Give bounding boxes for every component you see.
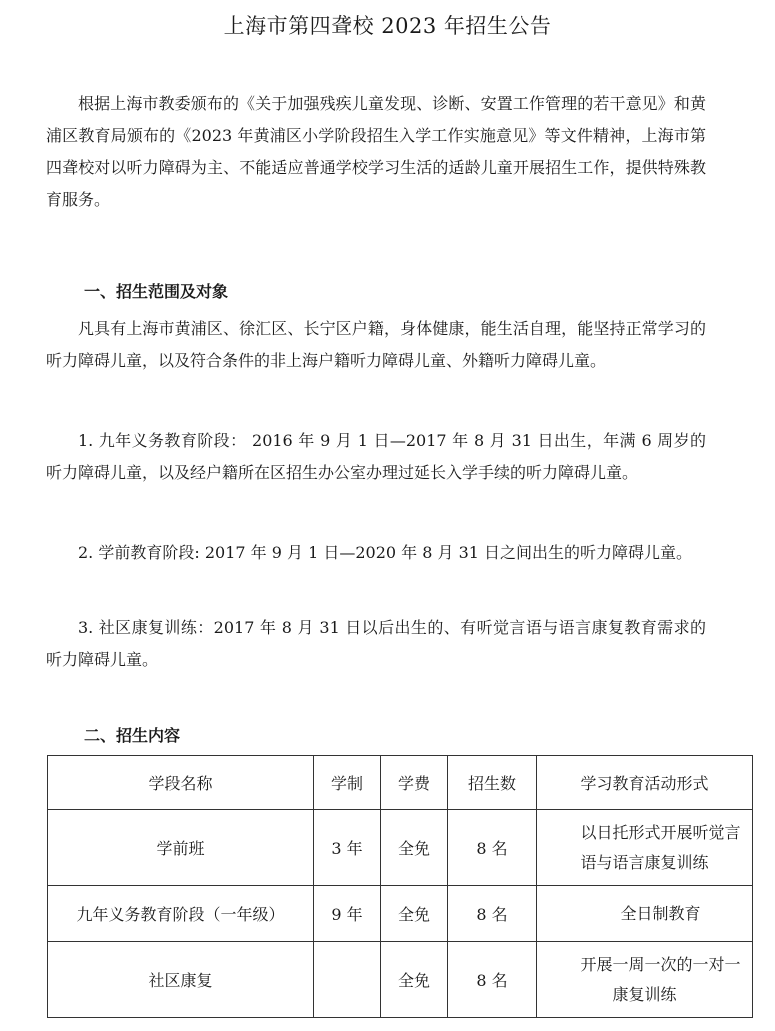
- table-row: [48, 886, 753, 942]
- cell-form-text: 全日制教育: [620, 903, 701, 923]
- item-preschool-education: 2. 学前教育阶段: 2017 年 9 月 1 日—2020 年 8 月 31 日之间出生的听力障碍儿童。: [78, 543, 693, 562]
- cell-fee: 全免: [381, 810, 448, 886]
- item-compulsory-education: 1. 九年义务教育阶段： 2016 年 9 月 1 日—2017 年 8 月 31 日出生，年满 6 周岁的听力障碍儿童，以及经户籍所在区招生办公室办理过延长入学手续的听力障碍儿童。: [46, 431, 706, 482]
- cell-quota: 8 名: [448, 810, 537, 886]
- cell-quota: 8 名: [448, 942, 537, 1018]
- admission-table: [47, 755, 753, 1018]
- cell-stage: 社区康复: [48, 942, 314, 1018]
- intro-paragraph: 根据上海市教委颁布的《关于加强残疾儿童发现、诊断、安置工作管理的若干意见》和黄浦区教育局颁布的《2023 年黄浦区小学阶段招生入学工作实施意见》等文件精神，上海市第四聋校对以听力障碍为主、不能适应普通学校学习生活的适龄儿童开展招生工作，提供特殊教育服务。: [46, 94, 706, 209]
- item-community-rehab: 3. 社区康复训练：2017 年 8 月 31 日以后出生的、有听觉言语与语言康复教育需求的听力障碍儿童。: [46, 618, 706, 669]
- cell-stage: 学前班: [48, 810, 314, 886]
- table-row: [48, 942, 753, 1018]
- cell-duration: 9 年: [314, 886, 381, 942]
- scope-paragraph: 凡具有上海市黄浦区、徐汇区、长宁区户籍，身体健康，能生活自理，能坚持正常学习的听力障碍儿童，以及符合条件的非上海户籍听力障碍儿童、外籍听力障碍儿童。: [46, 319, 706, 370]
- header-form: 学习教育活动形式: [537, 756, 753, 810]
- cell-fee: 全免: [381, 942, 448, 1018]
- cell-fee: 全免: [381, 886, 448, 942]
- cell-duration: [314, 942, 381, 1018]
- header-duration: 学制: [314, 756, 381, 810]
- cell-form-text: 以日托形式开展听觉言语与语言康复训练: [580, 822, 741, 872]
- header-stage: 学段名称: [48, 756, 314, 810]
- header-fee: 学费: [381, 756, 448, 810]
- header-quota: 招生数: [448, 756, 537, 810]
- page-title: 上海市第四聋校 2023 年招生公告: [223, 14, 552, 38]
- cell-quota: 8 名: [448, 886, 537, 942]
- cell-form: [537, 942, 753, 1018]
- cell-stage: 九年义务教育阶段（一年级）: [48, 886, 314, 942]
- cell-form: [537, 810, 753, 886]
- cell-duration: 3 年: [314, 810, 381, 886]
- section-heading-scope: 一、招生范围及对象: [84, 282, 229, 301]
- section-heading-content: 二、招生内容: [84, 726, 181, 745]
- table-row: [48, 810, 753, 886]
- cell-form: [537, 886, 753, 942]
- table-header-row: [48, 756, 753, 810]
- cell-form-text: 开展一周一次的一对一康复训练: [580, 954, 741, 1004]
